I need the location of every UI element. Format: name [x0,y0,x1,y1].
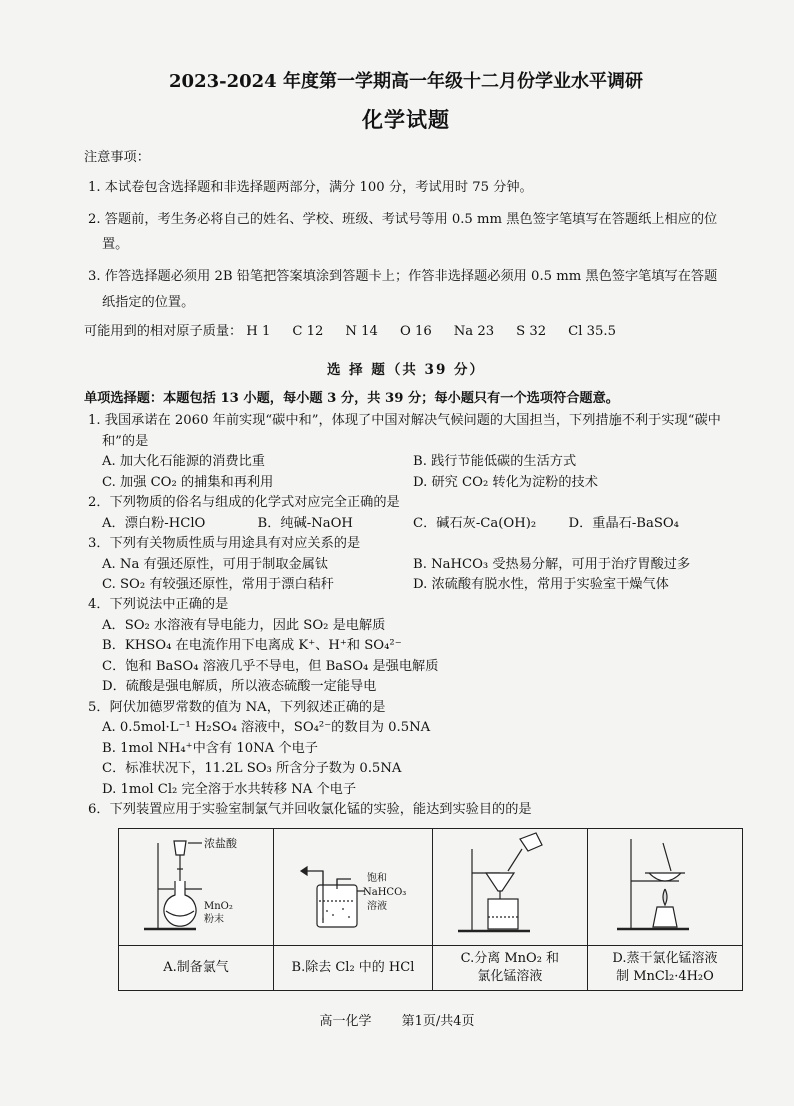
option-a: A. Na 有强还原性，可用于制取金属钛 [102,556,329,572]
option-d: D．硫酸是强电解质，所以液态硫酸一定能导电 [102,679,377,695]
option-d: D. 1mol Cl₂ 完全溶于水共转移 NA 个电子 [102,781,357,797]
apparatus-b-cell [274,829,433,945]
caption-c-line2: 氯化锰溶液 [477,968,543,984]
label-saturated: 饱和 [366,873,387,885]
caption-d-line1: D.蒸干氯化锰溶液 [612,951,718,967]
section-title: 选 择 题（共 39 分） [326,362,486,379]
notice-item-2: 2. 答题前，考生务必将自己的姓名、学校、班级、考试号等用 0.5 mm 黑色签字笔填写在答题纸上相应的位置。 [88,211,718,253]
option-b: B．纯碱-NaOH [257,515,353,531]
option-d: D. 浓硫酸有脱水性，常用于实验室干燥气体 [413,577,669,593]
option-d: D. 研究 CO₂ 转化为淀粉的技术 [413,474,598,490]
option-c: C. 加强 CO₂ 的捕集和再利用 [102,474,274,490]
atom-mass: Na 23 [453,323,495,339]
atomic-masses-label: 可能用到的相对原子质量： [84,323,243,339]
footer-page-number: 第1页/共4页 [401,1014,475,1029]
atom-mass: H 1 [246,323,271,339]
option-a: A. 加大化石能源的消费比重 [102,454,265,470]
option-d: D．重晶石-BaSO₄ [568,515,679,531]
question-6 [88,800,724,991]
question-5 [88,698,724,800]
section-instruction: 单项选择题：本题包括 13 小题，每小题 3 分，共 39 分；每小题只有一个选项符合题意。 [84,390,619,406]
question-1 [88,411,724,493]
apparatus-d-cell [587,829,742,945]
label-conc-hcl: 浓盐酸 [204,837,238,851]
option-c: C. SO₂ 有较强还原性，常用于漂白秸秆 [102,577,334,593]
option-b: B. 1mol NH₄⁺中含有 10NA 个电子 [102,740,318,756]
atom-mass: C 12 [292,323,324,339]
notice-item-3: 3. 作答选择题必须用 2B 铅笔把答案填涂到答题卡上；作答非选择题必须用 0.5 mm 黑色签字笔填写在答题纸指定的位置。 [88,269,718,310]
option-c: C．饱和 BaSO₄ 溶液几乎不导电，但 BaSO₄ 是强电解质 [102,658,439,674]
stem-text: 1. 我国承诺在 2060 年前实现“碳中和”，体现了中国对解决气候问题的大国担当，下列措施 [88,413,622,429]
atom-mass: Cl 35.5 [568,323,616,339]
flask-stand-icon [136,829,256,937]
label-solution: 溶液 [366,901,387,913]
option-a: A．SO₂ 水溶液有导电能力，因此 SO₂ 是电解质 [102,617,386,633]
apparatus-c-cell [432,829,587,945]
exam-subtitle: 化学试题 [362,106,450,132]
emphasis-not: 不 [621,413,635,429]
caption-a: A.制备氯气 [119,945,274,990]
apparatus-a-cell [119,829,274,945]
option-a: A. 0.5mol·L⁻¹ H₂SO₄ 溶液中，SO₄²⁻的数目为 0.5NA [102,720,431,736]
question-3 [88,534,724,595]
page-footer [0,1012,794,1032]
apparatus-table [118,828,743,990]
stem-text: 利于实现“碳中和”的是 [102,413,721,449]
notice-item-1: 1. 本试卷包含选择题和非选择题两部分，满分 100 分，考试用时 75 分钟。 [88,179,533,195]
atom-mass: N 14 [345,323,378,339]
caption-d [587,945,742,990]
option-b: B. NaHCO₃ 受热易分解，可用于治疗胃酸过多 [413,556,691,572]
question-stem: 5．阿伏加德罗常数的值为 NA，下列叙述正确的是 [88,699,386,715]
atomic-masses [84,322,724,342]
question-stem [88,411,724,452]
label-powder: 粉末 [204,914,225,926]
wash-bottle-icon [293,829,413,937]
caption-c [432,945,587,990]
option-b: B．KHSO₄ 在电流作用下电离成 K⁺、H⁺和 SO₄²⁻ [102,638,402,654]
footer-subject: 高一化学 [319,1014,372,1029]
question-stem: 6．下列装置应用于实验室制氯气并回收氯化锰的实验，能达到实验目的的是 [88,802,532,817]
notice-heading: 注意事项： [84,150,150,166]
question-stem: 3．下列有关物质性质与用途具有对应关系的是 [88,536,361,552]
atom-mass: S 32 [516,323,547,339]
label-mno2: MnO₂ [204,901,233,913]
caption-b: B.除去 Cl₂ 中的 HCl [274,945,433,990]
question-4 [88,595,724,697]
question-stem: 2．下列物质的俗名与组成的化学式对应完全正确的是 [88,495,400,511]
question-stem: 4．下列说法中正确的是 [88,597,229,613]
option-a: A．漂白粉-HClO [102,515,206,531]
caption-d-line2: 制 MnCl₂·4H₂O [616,968,714,984]
evaporation-icon [605,829,725,937]
exam-title: 2023-2024 年度第一学期高一年级十二月份学业水平调研 [169,71,643,92]
option-b: B. 践行节能低碳的生活方式 [413,454,577,470]
filtration-icon [450,829,570,937]
option-c: C．碱石灰-Ca(OH)₂ [413,515,537,531]
label-nahco3: NaHCO₃ [362,887,407,899]
atom-mass: O 16 [399,323,432,339]
question-2 [88,493,724,534]
caption-c-line1: C.分离 MnO₂ 和 [460,951,560,967]
option-c: C．标准状况下，11.2L SO₃ 所含分子数为 0.5NA [102,761,402,777]
